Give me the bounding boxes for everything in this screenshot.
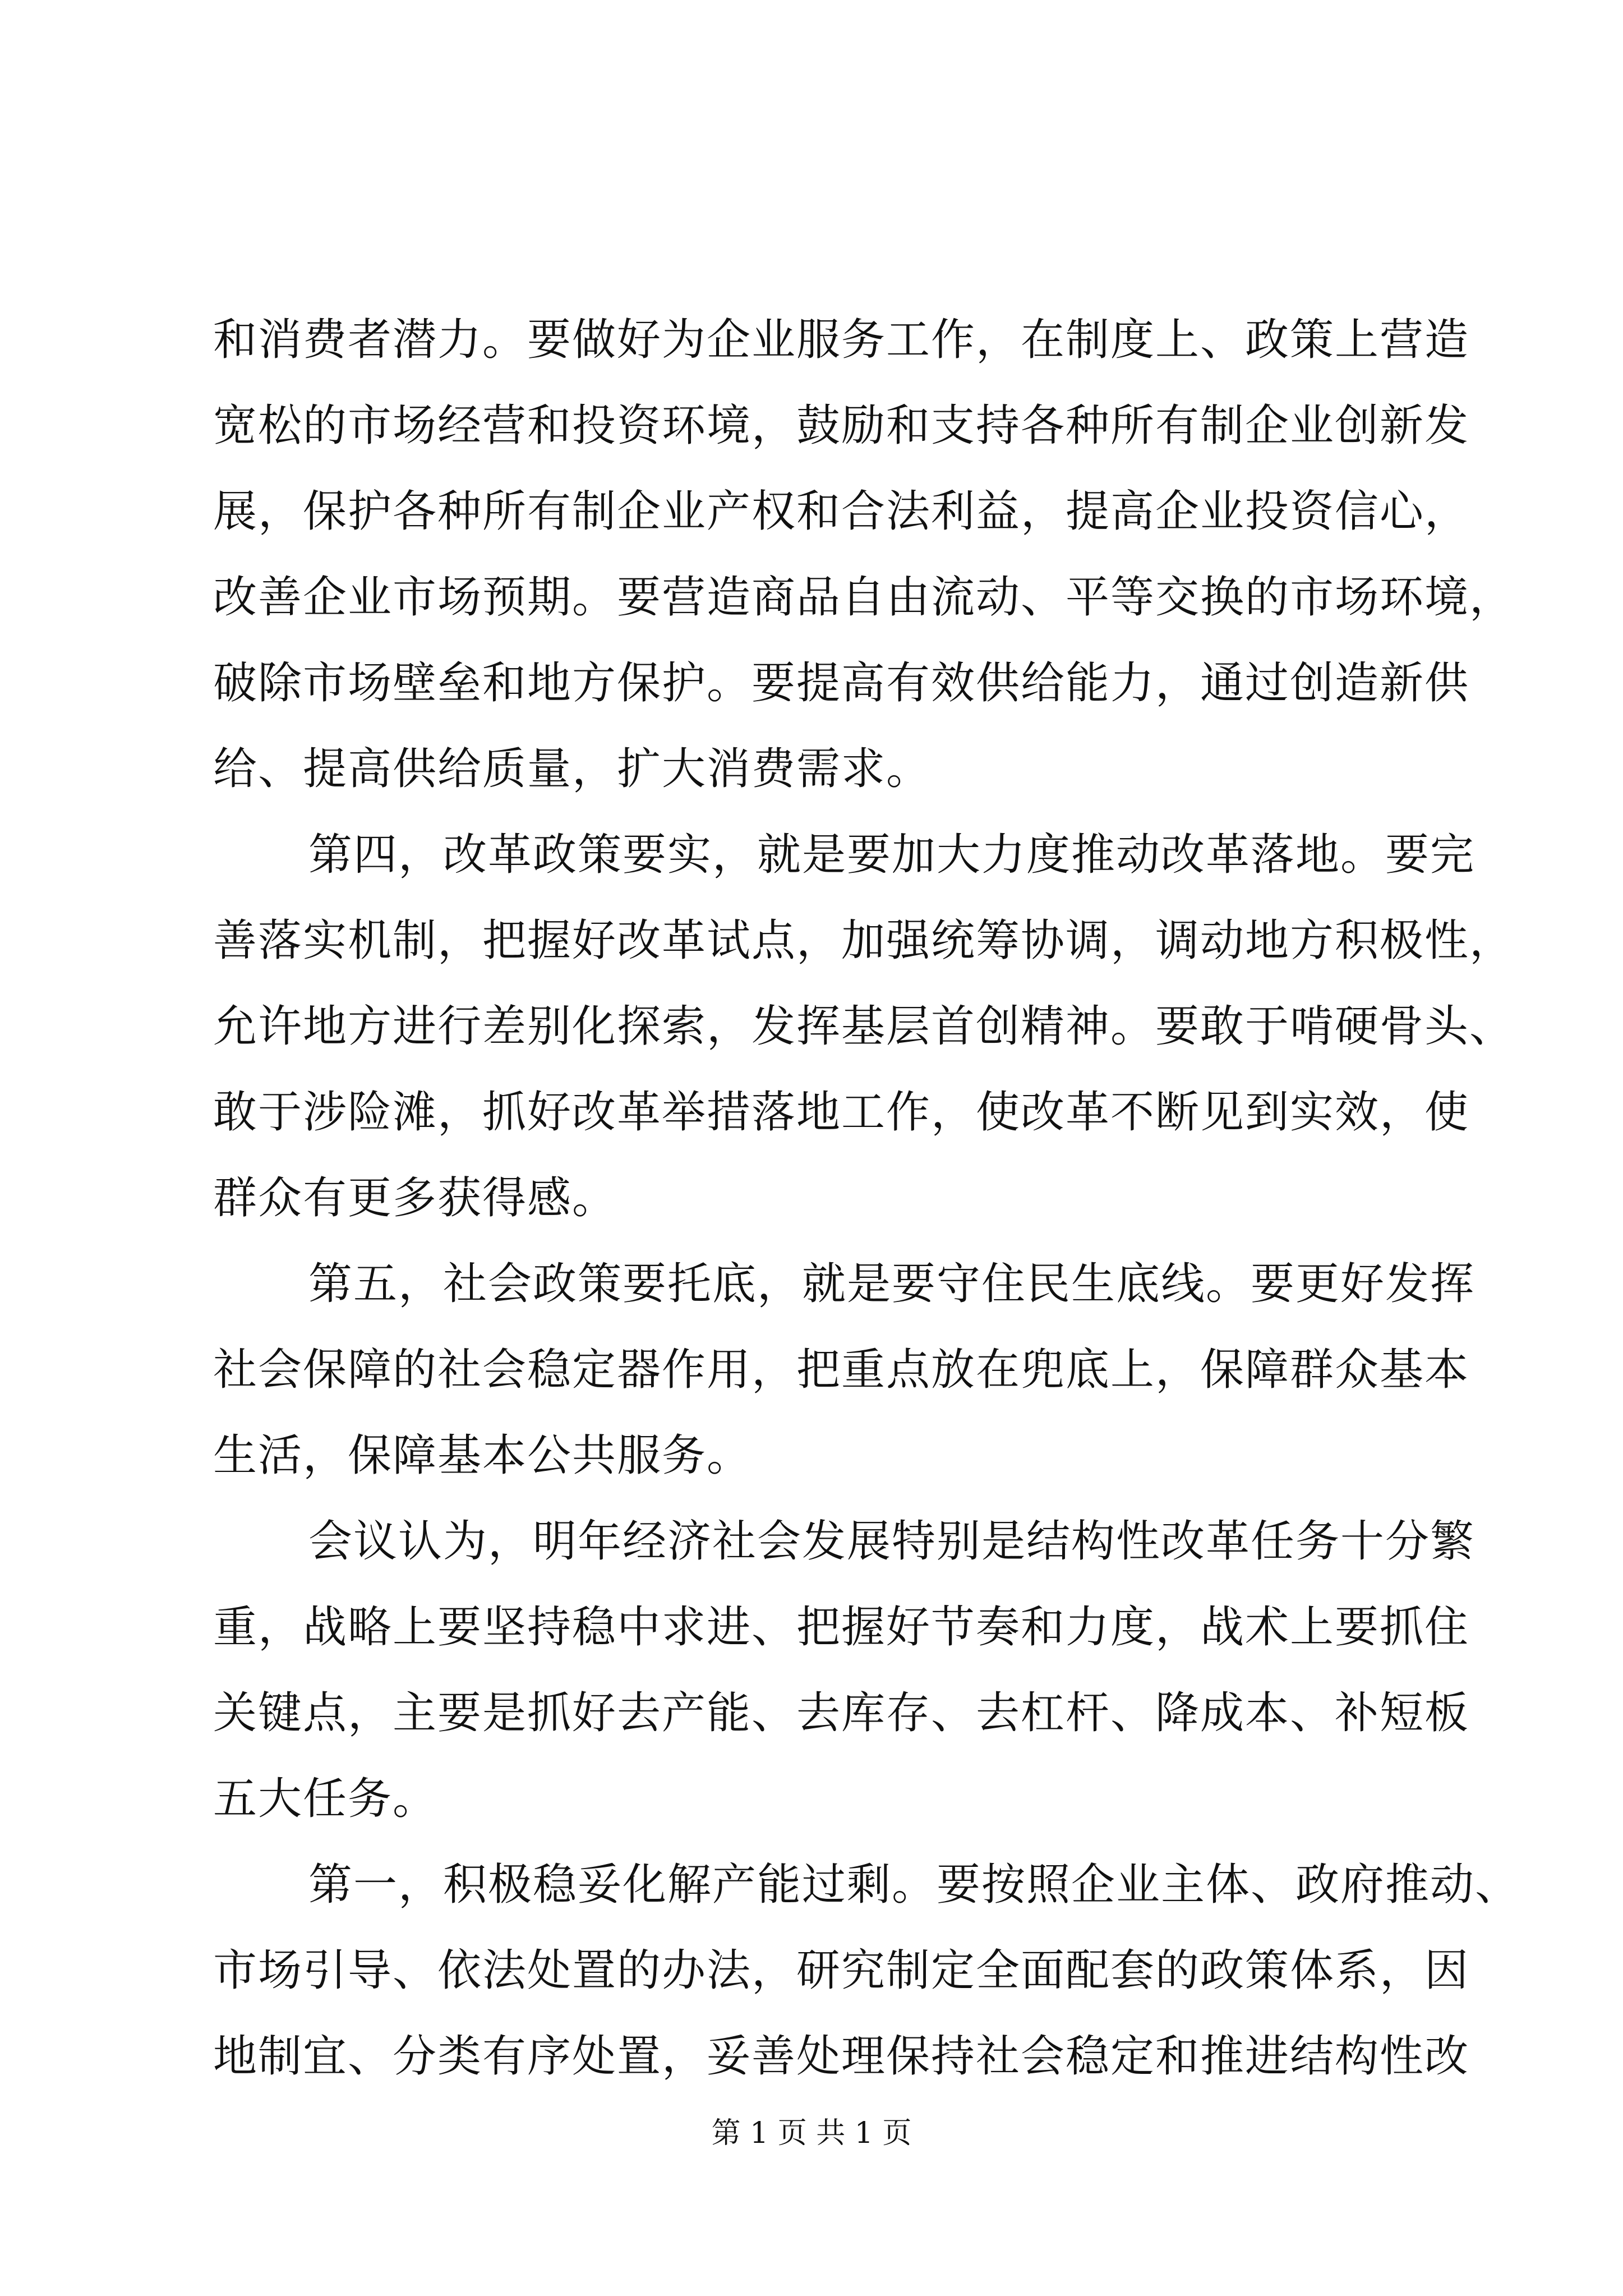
text-line: 给、提高供给质量，扩大消费需求。 (213, 744, 932, 794)
text-line: 敢于涉险滩，抓好改革举措落地工作，使改革不断见到实效，使 (213, 1087, 1470, 1138)
text-line: 展，保护各种所有制企业产权和合法利益，提高企业投资信心， (213, 486, 1470, 537)
document-body (213, 297, 1520, 2100)
text-line: 第四，改革政策要实，就是要加大力度推动改革落地。要完 (308, 830, 1476, 880)
text-line: 第五，社会政策要托底，就是要守住民生底线。要更好发挥 (308, 1259, 1476, 1309)
text-line: 和消费者潜力。要做好为企业服务工作，在制度上、政策上营造 (213, 315, 1470, 365)
text-line: 五大任务。 (213, 1774, 438, 1824)
text-line: 会议认为，明年经济社会发展特别是结构性改革任务十分繁 (308, 1516, 1476, 1567)
text-line: 关键点，主要是抓好去产能、去库存、去杠杆、降成本、补短板 (213, 1688, 1470, 1738)
text-line: 善落实机制，把握好改革试点，加强统筹协调，调动地方积极性， (213, 915, 1515, 966)
text-line: 破除市场壁垒和地方保护。要提高有效供给能力，通过创造新供 (213, 658, 1470, 708)
text-line: 生活，保障基本公共服务。 (213, 1430, 752, 1481)
text-line: 群众有更多获得感。 (213, 1173, 617, 1223)
text-line: 第一，积极稳妥化解产能过剩。要按照企业主体、政府推动、 (308, 1860, 1520, 1910)
text-line: 宽松的市场经营和投资环境，鼓励和支持各种所有制企业创新发 (213, 401, 1470, 451)
text-line: 允许地方进行差别化探索，发挥基层首创精神。要敢于啃硬骨头、 (213, 1001, 1515, 1052)
text-line: 重，战略上要坚持稳中求进、把握好节奏和力度，战术上要抓住 (213, 1602, 1470, 1653)
text-line: 地制宜、分类有序处置，妥善处理保持社会稳定和推进结构性改 (213, 2031, 1470, 2082)
text-line: 社会保障的社会稳定器作用，把重点放在兜底上，保障群众基本 (213, 1345, 1470, 1395)
text-line: 改善企业市场预期。要营造商品自由流动、平等交换的市场环境， (213, 572, 1515, 623)
page-footer: 第 1 页 共 1 页 (711, 2116, 912, 2150)
text-line: 市场引导、依法处置的办法，研究制定全面配套的政策体系，因 (213, 1945, 1470, 1996)
